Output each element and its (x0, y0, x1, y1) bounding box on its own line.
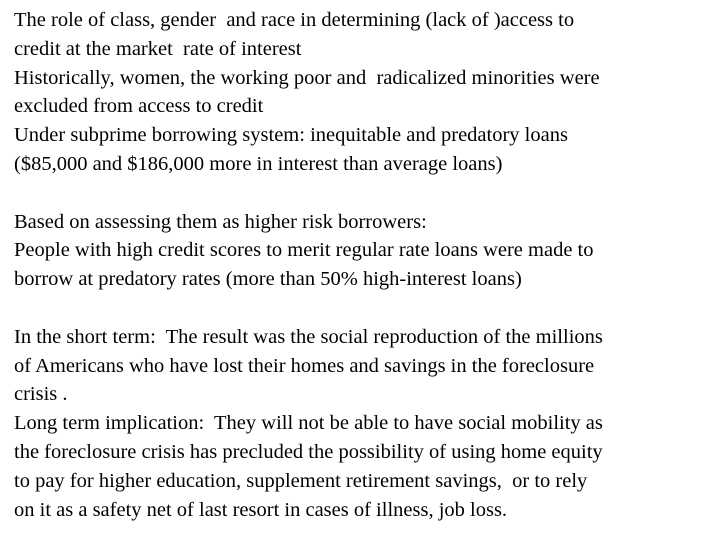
text-line: excluded from access to credit (14, 95, 264, 118)
paragraph-gap (14, 294, 714, 323)
text-line: of Americans who have lost their homes and savings in the foreclosure (14, 354, 595, 377)
text-line: to pay for higher education, supplement retirement savings, or to rely (14, 469, 588, 492)
text-line: borrow at predatory rates (more than 50% high-interest loans) (14, 268, 522, 291)
text-line: on it as a safety net of last resort in cases of illness, job loss. (14, 498, 508, 521)
paragraph-gap (14, 179, 714, 208)
text-line: the foreclosure crisis has precluded the possibility of using home equity (14, 440, 603, 463)
text-line: Historically, women, the working poor and radicalized minorities were (14, 66, 600, 89)
text-line: Long term implication: They will not be able to have social mobility as (14, 412, 603, 435)
slide-text-body (14, 6, 714, 524)
text-line: Based on assessing them as higher risk borrowers: (14, 210, 427, 233)
text-line: credit at the market rate of interest (14, 37, 302, 60)
text-line: In the short term: The result was the social reproduction of the millions (14, 325, 603, 348)
text-line: The role of class, gender and race in determining (lack of )access to (14, 9, 575, 31)
text-line: Under subprime borrowing system: inequitable and predatory loans (14, 124, 568, 147)
text-line: ($85,000 and $186,000 more in interest than average loans) (14, 152, 503, 175)
text-line: People with high credit scores to merit regular rate loans were made to (14, 239, 594, 262)
text-line: crisis . (14, 383, 68, 406)
